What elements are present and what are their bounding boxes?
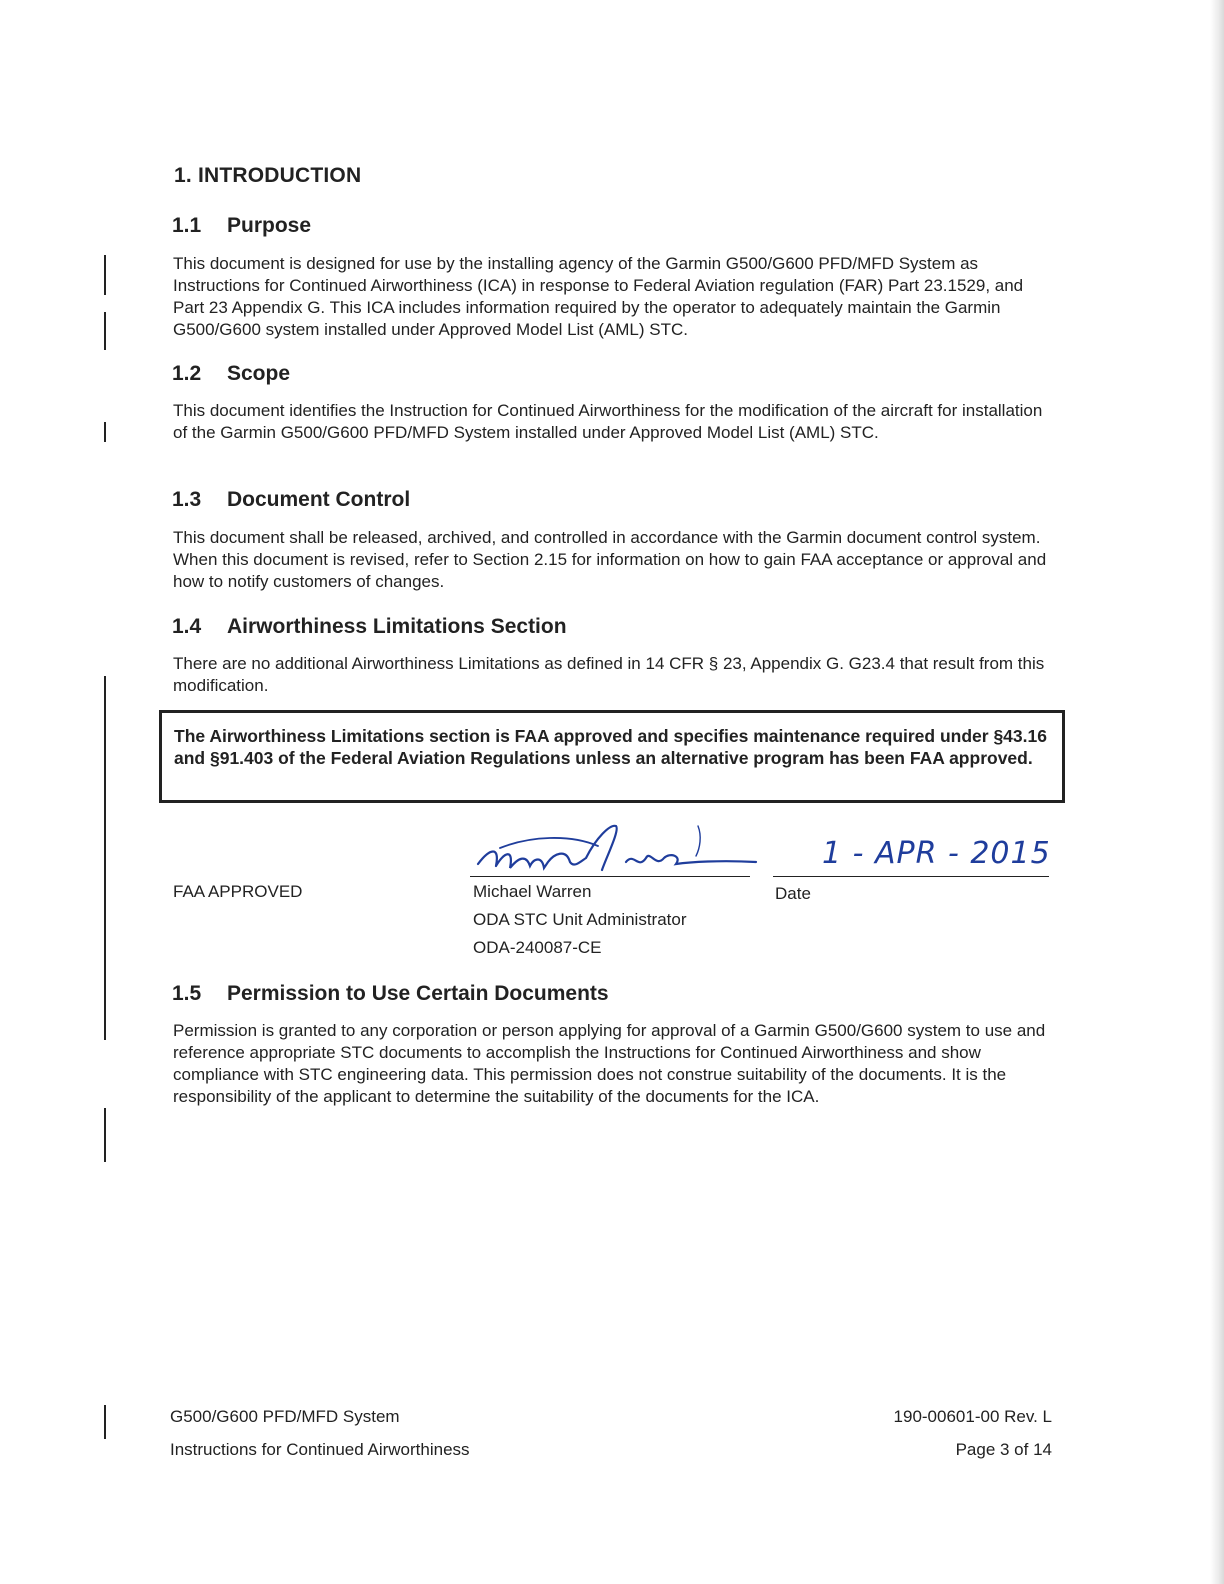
faa-approval-note: The Airworthiness Limitations section is FAA approved and specifies maintenance required under §43.16 and §91.403 of the Federal Aviation Regulations unless an alternative program has been FAA approved.	[174, 726, 1047, 768]
footer-page-number: Page 3 of 14	[955, 1440, 1052, 1459]
faa-approved-label: FAA APPROVED	[173, 882, 303, 901]
section-title: Airworthiness Limitations Section	[227, 615, 567, 638]
permission-paragraph: Permission is granted to any corporation or person applying for approval of a Garmin G500/G600 system to use and reference appropriate STC documents to accomplish the Instructions for Continued Airworthiness and show compliance with STC engineering data. This permission does not construe suitability of the documents. It is the responsibility of the applicant to determine the suitability of the documents for the ICA.	[173, 1021, 1046, 1106]
change-bar	[104, 255, 106, 295]
footer-system-name: G500/G600 PFD/MFD System	[170, 1407, 400, 1426]
section-number: 1.2	[172, 362, 202, 385]
section-title: Purpose	[227, 214, 312, 237]
scope-paragraph: This document identifies the Instruction for Continued Airworthiness for the modification of the aircraft for installation of the Garmin G500/G600 PFD/MFD System installed under Approved Model List (AML) STC.	[173, 401, 1043, 442]
section-title: Permission to Use Certain Documents	[227, 982, 609, 1005]
signer-name: Michael Warren	[473, 882, 592, 901]
section-number: 1.5	[172, 982, 202, 1005]
change-bar	[104, 1108, 106, 1162]
section-number: 1.4	[172, 615, 202, 638]
oda-number: ODA-240087-CE	[473, 938, 602, 957]
footer-document-number: 190-00601-00 Rev. L	[893, 1407, 1052, 1426]
document-control-paragraph: This document shall be released, archived, and controlled in accordance with the Garmin document control system. When this document is revised, refer to Section 2.15 for information on how to gain FAA acceptance or approval and how to notify customers of changes.	[173, 528, 1047, 591]
permission-heading	[172, 982, 609, 1006]
change-bar	[104, 1405, 106, 1439]
section-title: Scope	[227, 362, 291, 385]
signature-image	[470, 818, 770, 880]
date-label: Date	[775, 884, 811, 903]
introduction-heading: 1. INTRODUCTION	[174, 164, 362, 187]
document-control-heading	[172, 488, 410, 512]
purpose-heading	[172, 214, 311, 238]
purpose-paragraph: This document is designed for use by the installing agency of the Garmin G500/G600 PFD/MFD System as Instructions for Continued Airworthiness (ICA) in response to Federal Aviation regulation (FAR) Part 23.1529, and Part 23 Appendix G. This ICA includes information required by the operator to adequately maintain the Garmin G500/G600 system installed under Approved Model List (AML) STC.	[173, 254, 1024, 339]
section-number: 1.3	[172, 488, 202, 511]
date-line	[773, 876, 1049, 877]
section-title: Document Control	[227, 488, 411, 511]
change-bar	[104, 676, 106, 1040]
limitations-paragraph: There are no additional Airworthiness Limitations as defined in 14 CFR § 23, Appendix G. G23.4 that result from this modification.	[173, 654, 1045, 695]
handwritten-date: 1 - APR - 2015	[822, 836, 1051, 871]
limitations-heading	[172, 615, 567, 639]
scanned-page-edge	[1210, 0, 1224, 1584]
change-bar	[104, 312, 106, 350]
faa-approval-note-box	[159, 710, 1065, 803]
section-number: 1.1	[172, 214, 202, 237]
footer-document-title: Instructions for Continued Airworthiness	[170, 1440, 470, 1459]
signature-line	[470, 876, 750, 877]
signer-role: ODA STC Unit Administrator	[473, 910, 687, 929]
scope-heading	[172, 362, 290, 386]
change-bar	[104, 422, 106, 442]
